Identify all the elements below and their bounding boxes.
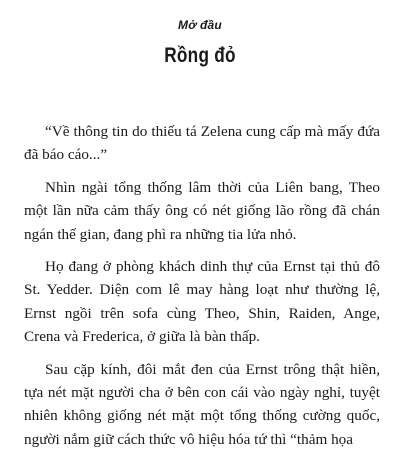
chapter-title: Rồng đỏ: [164, 44, 236, 67]
paragraph: Nhìn ngài tổng thống lâm thời của Liên bang, Theo một lần nữa cảm thấy ông có nét giống lão rồng đã chán ngán thế gian, đang phì ra những tia lửa nhỏ.: [24, 178, 380, 243]
chapter-kicker: Mở đầu: [178, 18, 222, 32]
paragraph: Họ đang ở phòng khách dinh thự của Ernst tại thủ đô St. Yedder. Diện com lê may hàng loạt như thường lệ, Ernst ngồi trên sofa cùng Theo, Shin, Raiden, Ange, Crena và Frederica, ở giữa là bàn thấp.: [24, 258, 380, 346]
paragraph: “Về thông tin do thiếu tá Zelena cung cấp mà mấy đứa đã báo cáo...”: [24, 123, 380, 164]
paragraph: Sau cặp kính, đôi mắt đen của Ernst trông thật hiền, tựa nét mặt người cha ở bên con cái vào ngày nghỉ, tuyệt nhiên không giống nét mặt một tổng thống cường quốc, người nắm giữ cách thức vô hiệu hóa tứ thì “thảm họa: [24, 360, 380, 448]
chapter-body: [24, 120, 380, 460]
